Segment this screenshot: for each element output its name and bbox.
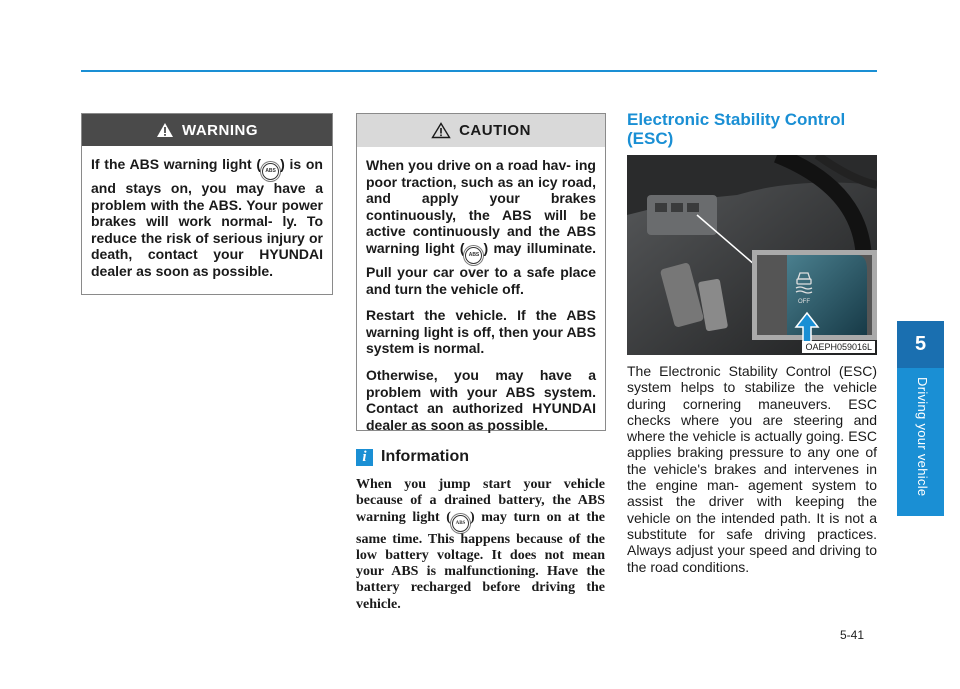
- warning-box: [81, 113, 333, 295]
- information-note: [356, 448, 605, 613]
- esc-section-title: Electronic Stability Control (ESC): [627, 110, 846, 148]
- esc-off-label: OFF: [798, 299, 810, 305]
- abs-icon: ABS: [452, 515, 469, 532]
- page-number: 5-41: [840, 628, 865, 642]
- figure-code: OAEPH059016L: [802, 341, 875, 353]
- chapter-name: Driving your vehicle: [915, 377, 930, 497]
- caution-text: [357, 147, 605, 433]
- esc-description: The Electronic Stability Control (ESC) system helps to stabilize the vehicle during cornering maneuvers. ESC checks where you are steering and where the vehicle is actually going. ESC applies braking pressure to any one of the vehicle's brakes and intervenes in the engine man- agement system to assist the driver with keeping the vehicle on the intended path. It is not a substitute for safe driving practices. Always adjust your speed and driving to the road conditions.: [627, 363, 877, 575]
- warning-text: If the ABS warning light ( ABS ) is on and stays on, you may have a problem with the ABS. Your power brakes will work normal- ly. To reduce the risk of serious injury or death, contact your HYUNDAI dealer as soon as possible.: [91, 156, 323, 279]
- car-interior-photo: [627, 155, 877, 355]
- chapter-tab: [897, 321, 944, 516]
- warning-triangle-icon: [156, 122, 174, 138]
- abs-icon: ABS: [262, 163, 279, 180]
- caution-header: [357, 114, 605, 147]
- information-text: When you jump start your vehicle because of a drained battery, the ABS warning light ( ABS ) may turn on at the same time. This happens because of the low battery voltage. It does not mean your ABS is malfunctioning. Have the battery recharged before driving the vehicle.: [356, 477, 605, 612]
- abs-icon: ABS: [465, 247, 482, 264]
- info-icon: i: [356, 449, 373, 466]
- caution-box: [356, 113, 606, 431]
- caution-paragraph-1: When you drive on a road hav- ing poor traction, such as an icy road, and apply your brakes continuously, the ABS will be active continuously and the ABS warning light ( ABS ) may illuminate. Pull your car over to a safe place and turn the vehicle off.: [366, 157, 597, 297]
- caution-title: CAUTION: [459, 122, 531, 139]
- caution-paragraph-3: Otherwise, you may have a problem with your ABS system. Contact an authorized HYUNDAI dealer as soon as possible.: [366, 366, 596, 433]
- esc-button-illustration: [627, 155, 877, 355]
- information-header: [356, 448, 605, 466]
- caution-triangle-icon: [431, 122, 451, 139]
- chapter-number: 5: [897, 321, 944, 368]
- warning-header: [82, 114, 332, 146]
- caution-paragraph-2: Restart the vehicle. If the ABS warning light is off, then your ABS system is normal.: [366, 307, 596, 357]
- information-title: Information: [381, 448, 469, 465]
- warning-title: WARNING: [182, 121, 258, 139]
- header-rule: [81, 70, 877, 72]
